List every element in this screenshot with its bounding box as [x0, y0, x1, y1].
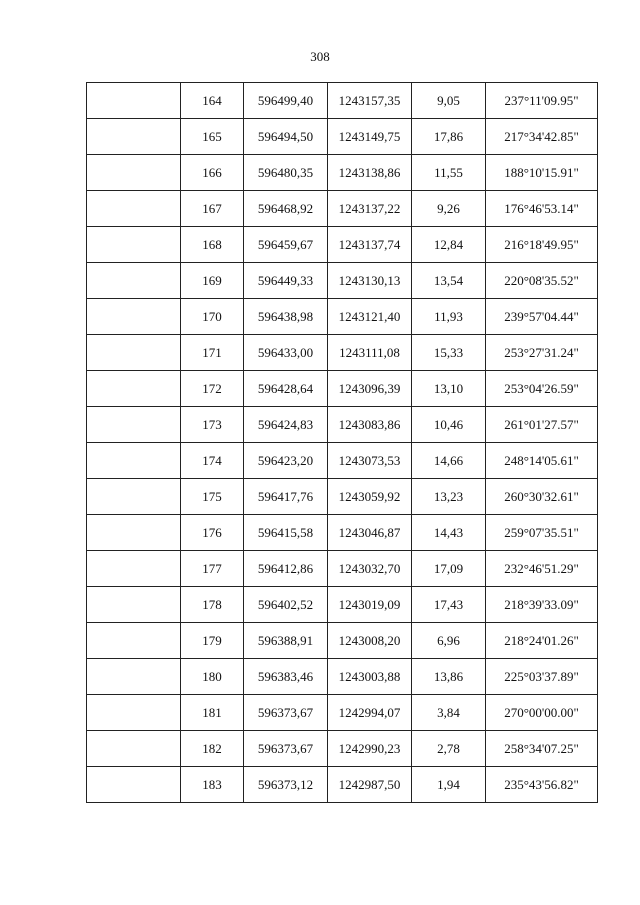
point-number-cell: 179 — [181, 623, 244, 659]
distance-cell: 9,05 — [412, 83, 486, 119]
row-label-cell — [87, 551, 181, 587]
distance-cell: 11,93 — [412, 299, 486, 335]
y-coordinate-cell: 1243083,86 — [328, 407, 412, 443]
x-coordinate-cell: 596388,91 — [244, 623, 328, 659]
y-coordinate-cell: 1243111,08 — [328, 335, 412, 371]
table-row — [87, 767, 598, 803]
bearing-cell: 260°30'32.61" — [486, 479, 598, 515]
bearing-cell: 218°24'01.26" — [486, 623, 598, 659]
x-coordinate-cell: 596424,83 — [244, 407, 328, 443]
bearing-cell: 232°46'51.29" — [486, 551, 598, 587]
distance-cell: 17,09 — [412, 551, 486, 587]
distance-cell: 14,66 — [412, 443, 486, 479]
point-number-cell: 170 — [181, 299, 244, 335]
distance-cell: 17,86 — [412, 119, 486, 155]
x-coordinate-cell: 596423,20 — [244, 443, 328, 479]
row-label-cell — [87, 515, 181, 551]
x-coordinate-cell: 596438,98 — [244, 299, 328, 335]
row-label-cell — [87, 659, 181, 695]
table-row — [87, 407, 598, 443]
x-coordinate-cell: 596373,67 — [244, 731, 328, 767]
y-coordinate-cell: 1243019,09 — [328, 587, 412, 623]
page-number: 308 — [310, 49, 330, 64]
row-label-cell — [87, 623, 181, 659]
point-number-cell: 183 — [181, 767, 244, 803]
x-coordinate-cell: 596494,50 — [244, 119, 328, 155]
row-label-cell — [87, 479, 181, 515]
distance-cell: 9,26 — [412, 191, 486, 227]
bearing-cell: 220°08'35.52" — [486, 263, 598, 299]
distance-cell: 13,23 — [412, 479, 486, 515]
row-label-cell — [87, 263, 181, 299]
point-number-cell: 166 — [181, 155, 244, 191]
y-coordinate-cell: 1243046,87 — [328, 515, 412, 551]
distance-cell: 10,46 — [412, 407, 486, 443]
x-coordinate-cell: 596499,40 — [244, 83, 328, 119]
bearing-cell: 235°43'56.82" — [486, 767, 598, 803]
distance-cell: 3,84 — [412, 695, 486, 731]
bearing-cell: 216°18'49.95" — [486, 227, 598, 263]
table-row — [87, 479, 598, 515]
point-number-cell: 176 — [181, 515, 244, 551]
row-label-cell — [87, 443, 181, 479]
table-row — [87, 263, 598, 299]
row-label-cell — [87, 335, 181, 371]
x-coordinate-cell: 596373,67 — [244, 695, 328, 731]
table-row — [87, 443, 598, 479]
table-row — [87, 623, 598, 659]
coordinates-table — [86, 82, 598, 803]
bearing-cell: 259°07'35.51" — [486, 515, 598, 551]
y-coordinate-cell: 1243032,70 — [328, 551, 412, 587]
row-label-cell — [87, 407, 181, 443]
table-row — [87, 551, 598, 587]
bearing-cell: 248°14'05.61" — [486, 443, 598, 479]
table-row — [87, 731, 598, 767]
row-label-cell — [87, 191, 181, 227]
bearing-cell: 217°34'42.85" — [486, 119, 598, 155]
bearing-cell: 253°04'26.59" — [486, 371, 598, 407]
bearing-cell: 218°39'33.09" — [486, 587, 598, 623]
point-number-cell: 172 — [181, 371, 244, 407]
y-coordinate-cell: 1242987,50 — [328, 767, 412, 803]
row-label-cell — [87, 227, 181, 263]
row-label-cell — [87, 299, 181, 335]
distance-cell: 6,96 — [412, 623, 486, 659]
distance-cell: 14,43 — [412, 515, 486, 551]
x-coordinate-cell: 596459,67 — [244, 227, 328, 263]
x-coordinate-cell: 596373,12 — [244, 767, 328, 803]
distance-cell: 1,94 — [412, 767, 486, 803]
table-row — [87, 695, 598, 731]
x-coordinate-cell: 596433,00 — [244, 335, 328, 371]
point-number-cell: 177 — [181, 551, 244, 587]
table-row — [87, 335, 598, 371]
x-coordinate-cell: 596383,46 — [244, 659, 328, 695]
point-number-cell: 182 — [181, 731, 244, 767]
y-coordinate-cell: 1243073,53 — [328, 443, 412, 479]
point-number-cell: 180 — [181, 659, 244, 695]
point-number-cell: 174 — [181, 443, 244, 479]
table-row — [87, 191, 598, 227]
y-coordinate-cell: 1243130,13 — [328, 263, 412, 299]
point-number-cell: 168 — [181, 227, 244, 263]
table-row — [87, 371, 598, 407]
point-number-cell: 169 — [181, 263, 244, 299]
x-coordinate-cell: 596468,92 — [244, 191, 328, 227]
x-coordinate-cell: 596415,58 — [244, 515, 328, 551]
x-coordinate-cell: 596428,64 — [244, 371, 328, 407]
row-label-cell — [87, 371, 181, 407]
y-coordinate-cell: 1243096,39 — [328, 371, 412, 407]
x-coordinate-cell: 596402,52 — [244, 587, 328, 623]
point-number-cell: 173 — [181, 407, 244, 443]
y-coordinate-cell: 1242990,23 — [328, 731, 412, 767]
bearing-cell: 261°01'27.57" — [486, 407, 598, 443]
bearing-cell: 188°10'15.91" — [486, 155, 598, 191]
table-row — [87, 659, 598, 695]
x-coordinate-cell: 596480,35 — [244, 155, 328, 191]
x-coordinate-cell: 596417,76 — [244, 479, 328, 515]
row-label-cell — [87, 83, 181, 119]
row-label-cell — [87, 587, 181, 623]
table-body — [87, 83, 598, 803]
x-coordinate-cell: 596412,86 — [244, 551, 328, 587]
distance-cell: 2,78 — [412, 731, 486, 767]
point-number-cell: 181 — [181, 695, 244, 731]
point-number-cell: 171 — [181, 335, 244, 371]
bearing-cell: 239°57'04.44" — [486, 299, 598, 335]
bearing-cell: 225°03'37.89" — [486, 659, 598, 695]
y-coordinate-cell: 1243157,35 — [328, 83, 412, 119]
row-label-cell — [87, 695, 181, 731]
table-row — [87, 155, 598, 191]
row-label-cell — [87, 767, 181, 803]
distance-cell: 13,10 — [412, 371, 486, 407]
table-row — [87, 83, 598, 119]
point-number-cell: 164 — [181, 83, 244, 119]
point-number-cell: 165 — [181, 119, 244, 155]
bearing-cell: 253°27'31.24" — [486, 335, 598, 371]
bearing-cell: 237°11'09.95" — [486, 83, 598, 119]
y-coordinate-cell: 1243003,88 — [328, 659, 412, 695]
y-coordinate-cell: 1243008,20 — [328, 623, 412, 659]
table-row — [87, 515, 598, 551]
table-row — [87, 227, 598, 263]
bearing-cell: 270°00'00.00" — [486, 695, 598, 731]
distance-cell: 11,55 — [412, 155, 486, 191]
point-number-cell: 167 — [181, 191, 244, 227]
bearing-cell: 258°34'07.25" — [486, 731, 598, 767]
table-row — [87, 119, 598, 155]
table-row — [87, 299, 598, 335]
bearing-cell: 176°46'53.14" — [486, 191, 598, 227]
y-coordinate-cell: 1243149,75 — [328, 119, 412, 155]
distance-cell: 12,84 — [412, 227, 486, 263]
row-label-cell — [87, 731, 181, 767]
table-row — [87, 587, 598, 623]
distance-cell: 13,54 — [412, 263, 486, 299]
distance-cell: 17,43 — [412, 587, 486, 623]
row-label-cell — [87, 119, 181, 155]
point-number-cell: 178 — [181, 587, 244, 623]
y-coordinate-cell: 1243137,74 — [328, 227, 412, 263]
row-label-cell — [87, 155, 181, 191]
y-coordinate-cell: 1243121,40 — [328, 299, 412, 335]
distance-cell: 13,86 — [412, 659, 486, 695]
y-coordinate-cell: 1243137,22 — [328, 191, 412, 227]
y-coordinate-cell: 1243138,86 — [328, 155, 412, 191]
y-coordinate-cell: 1243059,92 — [328, 479, 412, 515]
distance-cell: 15,33 — [412, 335, 486, 371]
x-coordinate-cell: 596449,33 — [244, 263, 328, 299]
point-number-cell: 175 — [181, 479, 244, 515]
y-coordinate-cell: 1242994,07 — [328, 695, 412, 731]
